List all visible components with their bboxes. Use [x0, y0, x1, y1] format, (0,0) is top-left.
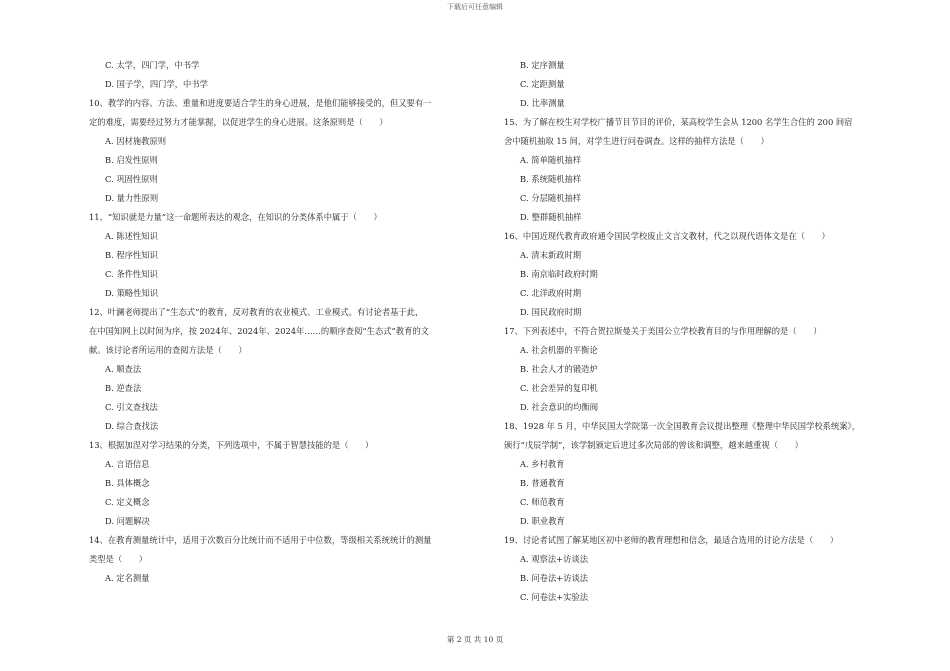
answer-option: C. 北洋政府时期	[520, 288, 582, 298]
answer-option: D. 量力性原则	[105, 193, 159, 203]
answer-option: A. 观察法+访谈法	[520, 554, 589, 564]
answer-option: A. 简单随机抽样	[520, 155, 582, 165]
answer-option: B. 问卷法+访谈法	[520, 573, 589, 583]
question-text-line: 19、讨论者试图了解某地区初中老师的教育理想和信念，最适合选用的讨论方法是（ ）	[504, 535, 839, 545]
answer-option: B. 启发性原则	[105, 155, 158, 165]
answer-option: D. 社会意识的均衡阀	[520, 402, 599, 412]
answer-option: C. 巩固性原则	[105, 174, 158, 184]
right-column	[504, 56, 889, 607]
answer-option: D. 问题解决	[105, 516, 150, 526]
answer-option: D. 综合查找法	[105, 421, 159, 431]
answer-option: D. 策略性知识	[105, 288, 159, 298]
answer-option: D. 国子学，四门学，中书学	[105, 79, 208, 89]
answer-option: C. 问卷法+实验法	[520, 592, 589, 602]
question-text-line: 定的难度，需要经过努力才能掌握，以促进学生的身心进展。这条原则是（ ）	[89, 117, 388, 127]
question-text-line: 13、根据加涅对学习结果的分类，下列选项中，不属于智慧技能的是（ ）	[89, 440, 374, 450]
answer-option: D. 国民政府时期	[520, 307, 582, 317]
answer-option: B. 系统随机抽样	[520, 174, 582, 184]
question-text-line: 15、为了解在校生对学校广播节目节目的评价，某高校学生会从 1200 名学生合住的 200 间宿	[504, 117, 853, 127]
question-text-line: 在中国知网上以时间为序，按 2024年、2024年、2024年……的顺序查阅“生态式”教育的文	[89, 326, 429, 336]
answer-option: B. 具体概念	[105, 478, 150, 488]
answer-option: C. 定距测量	[520, 79, 565, 89]
answer-option: A. 因材施教原则	[105, 136, 167, 146]
answer-option: A. 乡村教育	[520, 459, 565, 469]
question-text-line: 16、中国近现代教育政府通令国民学校废止文言文教材，代之以现代语体文是在（ ）	[504, 231, 830, 241]
question-text-line: 舍中随机抽取 15 间，对学生进行问卷调查。这样的抽样方法是（ ）	[504, 136, 769, 146]
question-text-line: 颁行“戊辰学制”，该学制颁定后进过多次局部的曾该和调整，越来越重视（ ）	[504, 440, 803, 450]
answer-option: B. 逆查法	[105, 383, 142, 393]
answer-option: A. 陈述性知识	[105, 231, 158, 241]
question-text-line: 17、下列表述中，不符合贺拉斯曼关于美国公立学校教育目的与作用理解的是（ ）	[504, 326, 822, 336]
left-column	[89, 56, 474, 588]
page-header-note: 下载后可任意编辑	[447, 3, 503, 11]
question-text-line: 14、在教育测量统计中，适用于次数百分比统计而不适用于中位数，等级相关系统统计的测量	[89, 535, 432, 545]
question-text-line: 10、教学的内容、方法、重量和进度要适合学生的身心进展，是他们能够接受的，但又要有一	[89, 98, 432, 108]
answer-option: D. 职业教育	[520, 516, 565, 526]
answer-option: D. 比率测量	[520, 98, 565, 108]
answer-option: C. 条件性知识	[105, 269, 158, 279]
answer-option: C. 定义概念	[105, 497, 150, 507]
question-text-line: 12、叶澜老师提出了“生态式”的教育，反对教育的农业模式、工业模式。有讨论者基于此，	[89, 307, 424, 317]
answer-option: A. 清末新政时期	[520, 250, 582, 260]
answer-option: B. 普通教育	[520, 478, 565, 488]
answer-option: C. 引文查找法	[105, 402, 158, 412]
answer-option: C. 师范教育	[520, 497, 565, 507]
question-text-line: 18、1928 年 5 月，中华民国大学院第一次全国教育会议提出整理《整理中华民国学校系统案》，	[504, 421, 860, 431]
answer-option: B. 定序测量	[520, 60, 565, 70]
answer-option: B. 程序性知识	[105, 250, 158, 260]
answer-option: C. 社会差异的复印机	[520, 383, 598, 393]
answer-option: A. 定名测量	[105, 573, 150, 583]
answer-option: C. 分层随机抽样	[520, 193, 582, 203]
answer-option: A. 言语信息	[105, 459, 150, 469]
answer-option: B. 南京临时政府时期	[520, 269, 598, 279]
question-text-line: 类型是（ ）	[89, 554, 148, 564]
answer-option: D. 整群随机抽样	[520, 212, 582, 222]
answer-option: A. 顺查法	[105, 364, 142, 374]
question-text-line: 献。该讨论者所运用的查阅方法是（ ）	[89, 345, 247, 355]
question-text-line: 11、“知识就是力量”这一命题所表达的观念，在知识的分类体系中属于（ ）	[89, 212, 382, 222]
answer-option: B. 社会人才的锻造炉	[520, 364, 598, 374]
page-footer: 第 2 页 共 10 页	[446, 635, 504, 644]
answer-option: A. 社会机器的平衡论	[520, 345, 598, 355]
answer-option: C. 太学，四门学，中书学	[105, 60, 200, 70]
